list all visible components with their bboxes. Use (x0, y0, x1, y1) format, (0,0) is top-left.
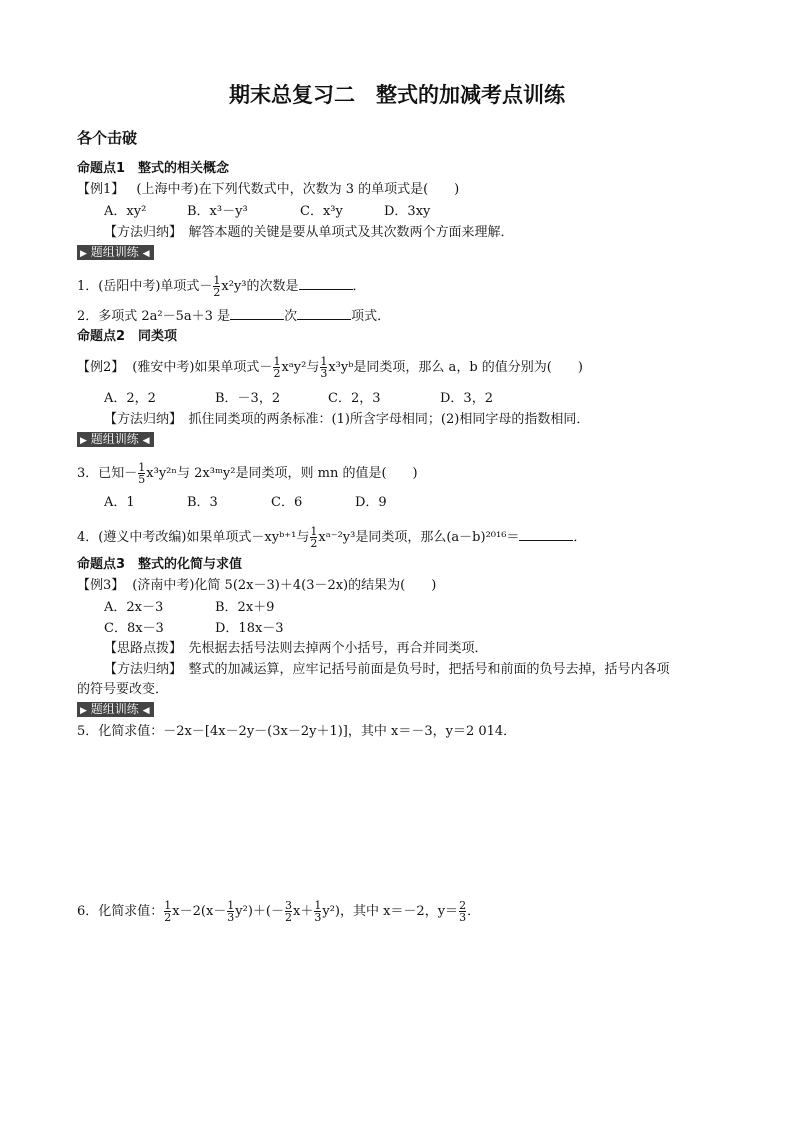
example-1-choice-d: D．3xy (384, 204, 431, 219)
example-3-choice-a: A．2x－3 (104, 600, 164, 615)
example-3-choice-b: B．2x＋9 (215, 600, 275, 615)
topic-3-heading: 命题点3 整式的化简与求值 (77, 557, 243, 572)
play-icon: ▶ (80, 706, 87, 716)
answer-blank (297, 307, 351, 320)
question-1: 1．(岳阳中考)单项式－ $\frac{1}{2}$ x²y³的次数是 ． (77, 274, 366, 299)
question-6: 6．化简求值： $\frac{1}{2}$ x－2(x－ $\frac{1}{3}$ y²)＋(－ $\frac{3}{2}$ x＋ $\frac{1}{3}$ y²)，其中 x＝－2，y＝ $\frac{2}{3}$ ． (77, 899, 481, 924)
example-3-choice-c: C．8x－3 (104, 621, 164, 636)
question-5: 5．化简求值：－2x－[4x－2y－(3x－2y＋1)]，其中 x＝－3，y＝2 014． (77, 724, 517, 739)
fraction: $\frac{2}{3}$ (459, 899, 467, 924)
fraction: $\frac{1}{2}$ (310, 525, 318, 550)
group-tag-3: ▶ 题组训练 ◀ (77, 701, 154, 719)
question-4: 4．(遵义中考改编)如果单项式－xyᵇ⁺¹与 $\frac{1}{2}$ xᵃ⁻²y³是同类项，那么(a－b)²⁰¹⁶＝ ． (77, 525, 587, 550)
example-1-choice-b: B．x³－y³ (187, 204, 248, 219)
example-1-label: 【例1】 (77, 182, 125, 197)
back-arrow-icon: ◀ (142, 249, 150, 259)
group-tag-1: ▶ 题组训练 ◀ (77, 244, 154, 262)
example-1-choice-a: A．xy² (104, 204, 147, 219)
fraction: $\frac{1}{3}$ (320, 355, 328, 380)
example-1-choice-c: C．x³y (300, 204, 343, 219)
question-3-choice-d: D．9 (355, 495, 387, 510)
example-2: 【例2】 (雅安中考)如果单项式－ $\frac{1}{2}$ xᵃy²与 $\frac{1}{3}$ x³yᵇ是同类项，那么 a，b 的值分别为( ) (77, 355, 583, 380)
play-icon: ▶ (80, 436, 87, 446)
question-3: 3．已知－ $\frac{1}{5}$ x³y²ⁿ与 2x³ᵐy²是同类项，则 mn 的值是( ) (77, 461, 418, 486)
fraction: $\frac{1}{3}$ (314, 899, 322, 924)
example-3: 【例3】 (济南中考)化简 5(2x－3)＋4(3－2x)的结果为( ) (77, 578, 437, 593)
page-title: 期末总复习二 整式的加减考点训练 (229, 83, 565, 107)
example-2-choice-d: D．3，2 (440, 391, 493, 406)
example-3-choice-d: D．18x－3 (215, 621, 284, 636)
example-1 (77, 181, 459, 199)
example-2-method: 【方法归纳】 抓住同类项的两条标准：(1)所含字母相同；(2)相同字母的指数相同． (104, 412, 590, 427)
example-2-choice-a: A．2，2 (104, 391, 156, 406)
question-3-choice-b: B．3 (187, 495, 218, 510)
example-3-hint: 【思路点拨】 先根据去括号法则去掉两个小括号，再合并同类项． (104, 641, 488, 656)
fraction: $\frac{1}{5}$ (138, 461, 146, 486)
topic-2-heading: 命题点2 同类项 (77, 329, 178, 344)
question-3-choice-a: A．1 (104, 495, 135, 510)
answer-blank (230, 307, 284, 320)
fraction: $\frac{3}{2}$ (285, 899, 292, 924)
example-1-method: 【方法归纳】 解答本题的关键是要从单项式及其次数两个方面来理解． (104, 225, 514, 240)
answer-blank (299, 277, 353, 290)
fraction: $\frac{1}{3}$ (227, 899, 235, 924)
example-2-choice-b: B．－3，2 (215, 391, 281, 406)
section-heading: 各个击破 (77, 129, 138, 147)
back-arrow-icon: ◀ (142, 706, 150, 716)
back-arrow-icon: ◀ (142, 436, 150, 446)
fraction: $\frac{1}{2}$ (273, 355, 281, 380)
example-2-choice-c: C．2，3 (328, 391, 381, 406)
answer-blank (519, 528, 573, 541)
example-3-method-line2: 的符号要改变． (77, 682, 169, 697)
play-icon: ▶ (80, 249, 87, 259)
fraction: $\frac{1}{2}$ (164, 899, 172, 924)
fraction: $\frac{1}{2}$ (213, 274, 221, 299)
example-1-text: (上海中考)在下列代数式中，次数为 3 的单项式是( ) (136, 182, 460, 197)
group-tag-2: ▶ 题组训练 ◀ (77, 431, 154, 449)
question-2: 2．多项式 2a²－5a＋3 是 次 项式． (77, 309, 391, 324)
topic-1-heading: 命题点1 整式的相关概念 (77, 161, 230, 176)
example-3-method-line1: 【方法归纳】 整式的加减运算，应牢记括号前面是负号时，把括号和前面的负号去掉，括号内各项 (104, 662, 670, 677)
question-3-choice-c: C．6 (271, 495, 303, 510)
